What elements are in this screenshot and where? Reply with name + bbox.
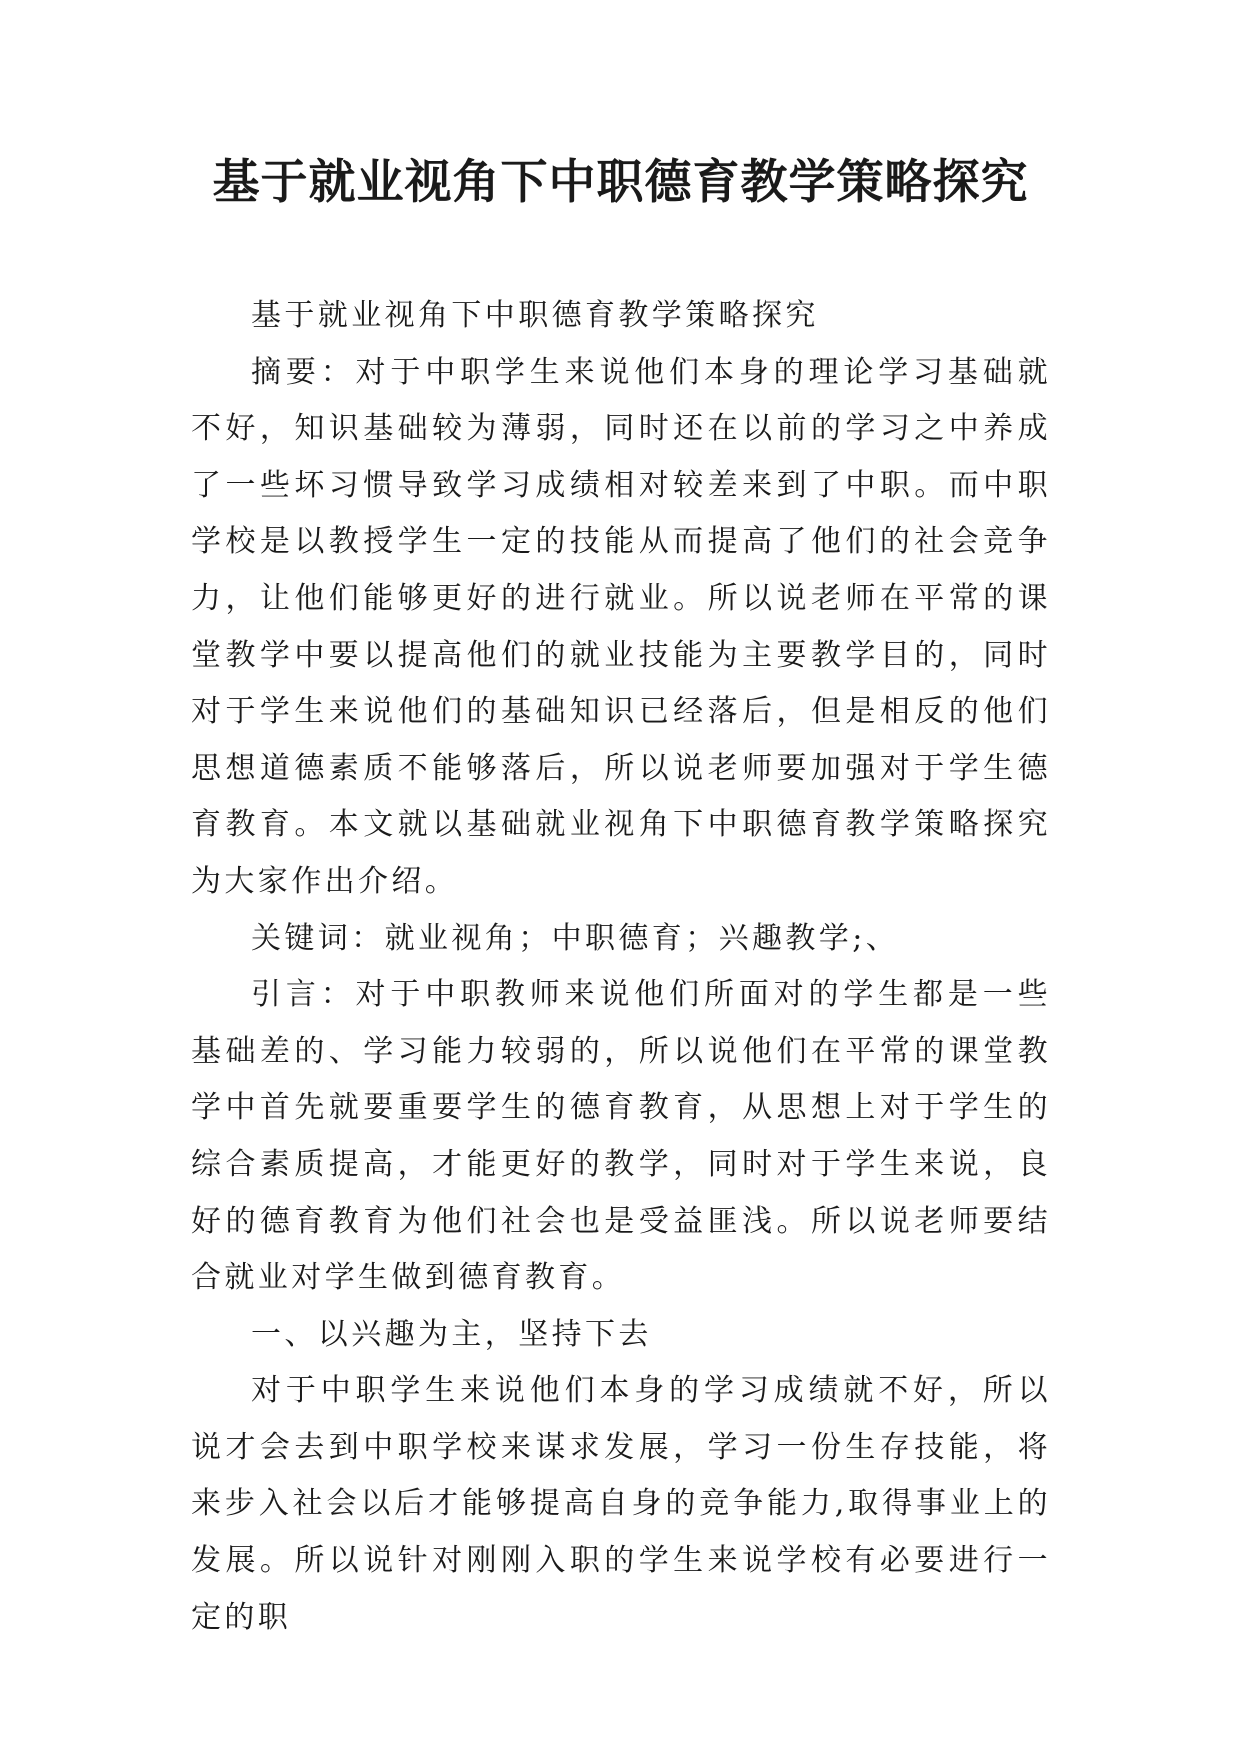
abstract-paragraph: 摘要：对于中职学生来说他们本身的理论学习基础就不好，知识基础较为薄弱，同时还在以前的学习之中养成了一些坏习惯导致学习成绩相对较差来到了中职。而中职学校是以教授学生一定的技能从而提高了他们的社会竞争力，让他们能够更好的进行就业。所以说老师在平常的课堂教学中要以提高他们的就业技能为主要教学目的，同时对于学生来说他们的基础知识已经落后，但是相反的他们思想道德素质不能够落后，所以说老师要加强对于学生德育教育。本文就以基础就业视角下中职德育教学策略探究为大家作出介绍。	[191, 354, 1051, 899]
introduction-paragraph: 引言：对于中职教师来说他们所面对的学生都是一些基础差的、学习能力较弱的，所以说他们在平常的课堂教学中首先就要重要学生的德育教育，从思想上对于学生的综合素质提高，才能更好的教学，同时对于学生来说，良好的德育教育为他们社会也是受益匪浅。所以说老师要结合就业对学生做到德育教育。	[191, 977, 1051, 1296]
keywords-paragraph: 关键词：就业视角；中职德育；兴趣教学;、	[251, 920, 900, 956]
subtitle-paragraph: 基于就业视角下中职德育教学策略探究	[251, 298, 819, 333]
section-paragraph: 对于中职学生来说他们本身的学习成绩就不好，所以说才会去到中职学校来谋求发展，学习一份生存技能，将来步入社会以后才能够提高自身的竞争能力,取得事业上的发展。所以说针对刚刚入职的学生来说学校有必要进行一定的职	[191, 1373, 1051, 1635]
document-body	[191, 288, 1051, 1646]
document-title: 基于就业视角下中职德育教学策略探究	[212, 155, 1029, 210]
section-heading: 一、以兴趣为主，坚持下去	[251, 1316, 652, 1352]
